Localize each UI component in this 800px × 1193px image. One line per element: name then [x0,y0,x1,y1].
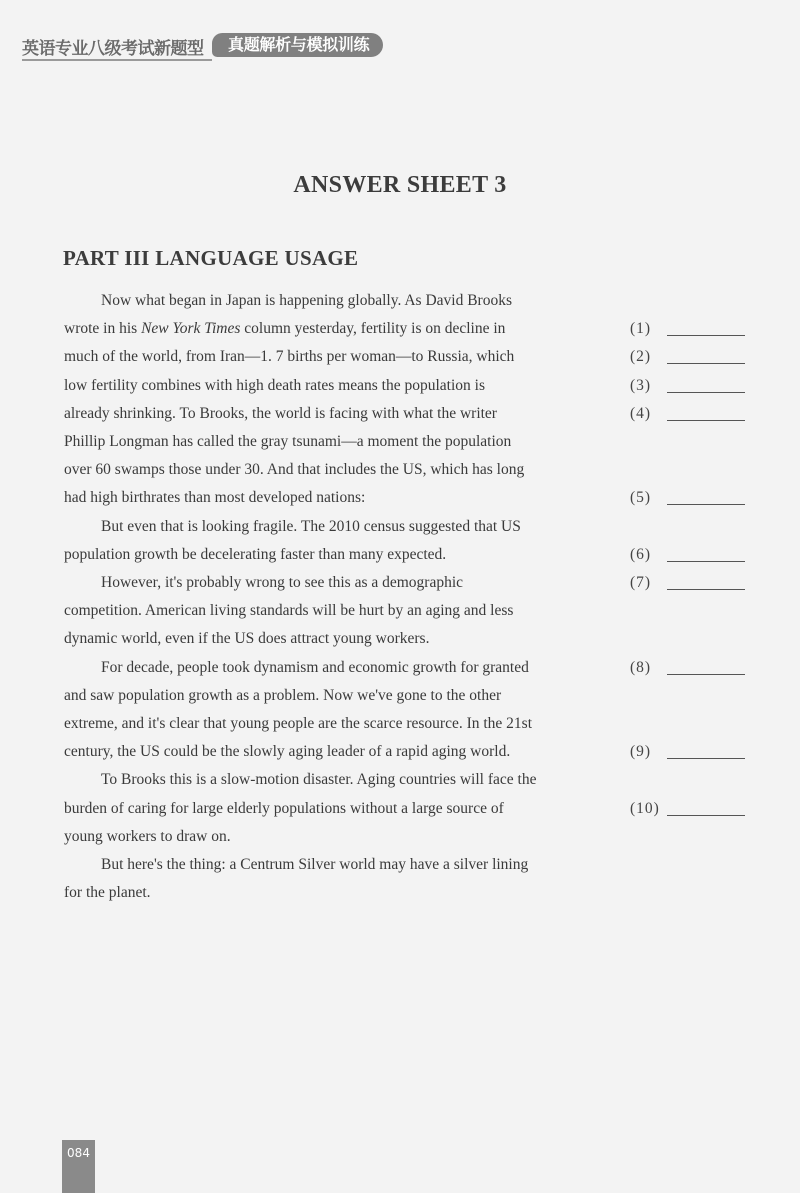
part-title: PART III LANGUAGE USAGE [63,246,359,270]
answer-blank[interactable] [667,758,745,759]
answer-slot [630,572,750,594]
answer-number: (3) [630,376,652,394]
passage-line-text: To Brooks this is a slow-motion disaster. Aging countries will face the [101,771,537,789]
passage-line-text: much of the world, from Iran—1. 7 births per woman—to Russia, which [64,348,515,366]
passage-line-text: over 60 swamps those under 30. And that includes the US, which has long [64,461,525,479]
answer-slot [630,657,750,679]
answer-blank[interactable] [667,420,745,421]
answer-number: (1) [630,320,652,338]
passage-line-text: competition. American living standards will be hurt by an aging and less [64,602,514,620]
answer-slot [630,403,750,425]
passage-line-text: Phillip Longman has called the gray tsunami—a moment the population [64,433,512,450]
passage-line-text: But here's the thing: a Centrum Silver world may have a silver lining [101,856,529,873]
answer-slot [630,346,750,368]
answer-number: (8) [630,658,652,676]
answer-number: (7) [630,574,652,591]
passage-line-text: young workers to draw on. [64,827,231,845]
passage-line-text: wrote in his New York Times column yesterday, fertility is on decline in [64,320,506,338]
answer-slot [630,544,750,566]
answer-blank[interactable] [667,589,745,590]
answer-blank[interactable] [667,504,745,505]
answer-slot [630,741,750,763]
answer-blank[interactable] [667,335,745,336]
passage-line-text: already shrinking. To Brooks, the world is facing with what the writer [64,404,497,422]
answer-blank[interactable] [667,674,745,675]
passage-line-text: for the planet. [64,884,151,902]
answer-number: (6) [630,545,652,563]
answer-slot [630,318,750,340]
answer-blank[interactable] [667,363,745,364]
passage-line-text: For decade, people took dynamism and economic growth for granted [101,658,529,676]
answer-number: (10) [630,799,660,817]
passage-line-text: population growth be decelerating faster than many expected. [64,545,447,563]
answer-blank[interactable] [667,392,745,393]
answer-number: (4) [630,404,652,422]
italic-publication-title: New York Times [141,320,241,338]
passage-line-text: had high birthrates than most developed nations: [64,489,366,507]
answer-blank[interactable] [667,561,745,562]
passage-line-text: Now what began in Japan is happening globally. As David Brooks [101,292,512,309]
passage-line-text: century, the US could be the slowly aging leader of a rapid aging world. [64,743,511,761]
passage-line-text: extreme, and it's clear that young people are the scarce resource. In the 21st [64,715,533,732]
answer-number: (2) [630,348,652,366]
answer-slot [630,487,750,509]
book-series-title: 英语专业八级考试新题型 [22,39,204,59]
passage-line-text: and saw population growth as a problem. Now we've gone to the other [64,686,502,704]
header-rule [22,59,212,61]
answer-sheet-title: ANSWER SHEET 3 [293,172,507,198]
passage-line-text: burden of caring for large elderly populations without a large source of [64,799,504,817]
answer-slot [630,798,750,820]
passage-line-text: low fertility combines with high death rates means the population is [64,376,485,394]
answer-number: (9) [630,743,652,761]
page-number: 084 [62,1140,95,1193]
book-subtitle-tag: 真题解析与模拟训练 [212,33,383,57]
passage-line-text: But even that is looking fragile. The 2010 census suggested that US [101,517,521,535]
passage-line-text: However, it's probably wrong to see this as a demographic [101,574,464,591]
answer-slot [630,375,750,397]
answer-number: (5) [630,489,652,507]
passage-line-text: dynamic world, even if the US does attract young workers. [64,630,430,648]
answer-blank[interactable] [667,815,745,816]
